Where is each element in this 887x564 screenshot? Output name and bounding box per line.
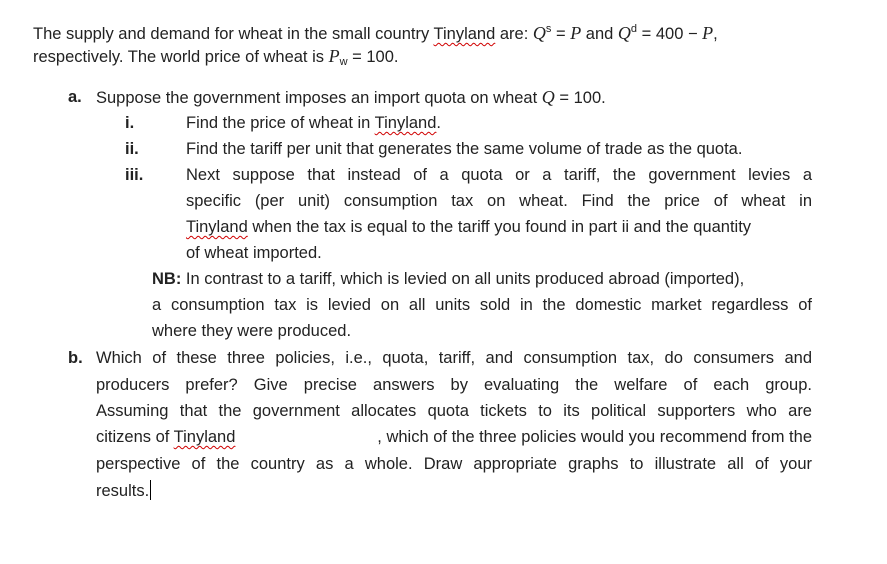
item-iii-line-3: Tinyland when the tax is equal to the tariff you found in part ii and the quantity bbox=[186, 218, 752, 236]
item-iii-line-4: of wheat imported. bbox=[186, 244, 322, 262]
intro-line-1: The supply and demand for wheat in the small country Tinyland are: $Q^s = P$ and $Q^d = 400 - P$, bbox=[33, 23, 718, 43]
spellcheck-word[interactable]: Tinyland bbox=[374, 114, 437, 132]
part-b-line-3: Assuming that the government allocates quota tickets to its political supporters who are bbox=[96, 402, 812, 420]
spellcheck-word[interactable]: Tinyland bbox=[186, 218, 248, 236]
item-i-marker: i. bbox=[125, 114, 135, 132]
item-iii-line-2: specific (per unit) consumption tax on wheat. Find the price of wheat in bbox=[186, 192, 812, 210]
text-cursor bbox=[150, 480, 151, 500]
intro-text: The supply and demand for wheat in the small country bbox=[33, 25, 434, 43]
intro-line-2: respectively. The world price of wheat is $P_w = 100$. bbox=[33, 46, 399, 68]
spellcheck-word[interactable]: Tinyland bbox=[433, 25, 496, 43]
supply-quantity-symbol: Q bbox=[532, 23, 546, 43]
part-b-line-4: citizens of Tinyland , which of the three policies would you recommend from the bbox=[96, 428, 812, 446]
part-a-text: Suppose the government imposes an import quota on wheat Q = 100. bbox=[96, 87, 606, 107]
world-price-symbol: P bbox=[328, 46, 340, 66]
spellcheck-word[interactable]: Tinyland bbox=[173, 428, 236, 446]
part-a-marker: a. bbox=[68, 88, 82, 106]
item-iii-line-1: Next suppose that instead of a quota or a tariff, the government levies a bbox=[186, 166, 812, 184]
part-b-marker: b. bbox=[68, 349, 83, 367]
item-ii-text: Find the tariff per unit that generates the same volume of trade as the quota. bbox=[186, 140, 743, 158]
part-b-line-5: perspective of the country as a whole. Draw appropriate graphs to illustrate all of your bbox=[96, 455, 812, 473]
item-i-text: Find the price of wheat in Tinyland. bbox=[186, 114, 441, 132]
item-ii-marker: ii. bbox=[125, 140, 139, 158]
nb-label: NB: bbox=[152, 270, 182, 288]
part-b-line-1: Which of these three policies, i.e., quota, tariff, and consumption tax, do consumers and bbox=[96, 349, 812, 367]
part-b-line-2: producers prefer? Give precise answers by evaluating the welfare of each group. bbox=[96, 376, 812, 394]
part-b-line-6: results. bbox=[96, 482, 150, 500]
nb-line-1: NB: In contrast to a tariff, which is levied on all units produced abroad (imported), bbox=[152, 270, 745, 288]
nb-line-2: a consumption tax is levied on all units sold in the domestic market regardless of bbox=[152, 296, 812, 314]
demand-quantity-symbol: Q bbox=[617, 23, 631, 43]
item-iii-marker: iii. bbox=[125, 166, 144, 184]
nb-line-3: where they were produced. bbox=[152, 322, 352, 340]
